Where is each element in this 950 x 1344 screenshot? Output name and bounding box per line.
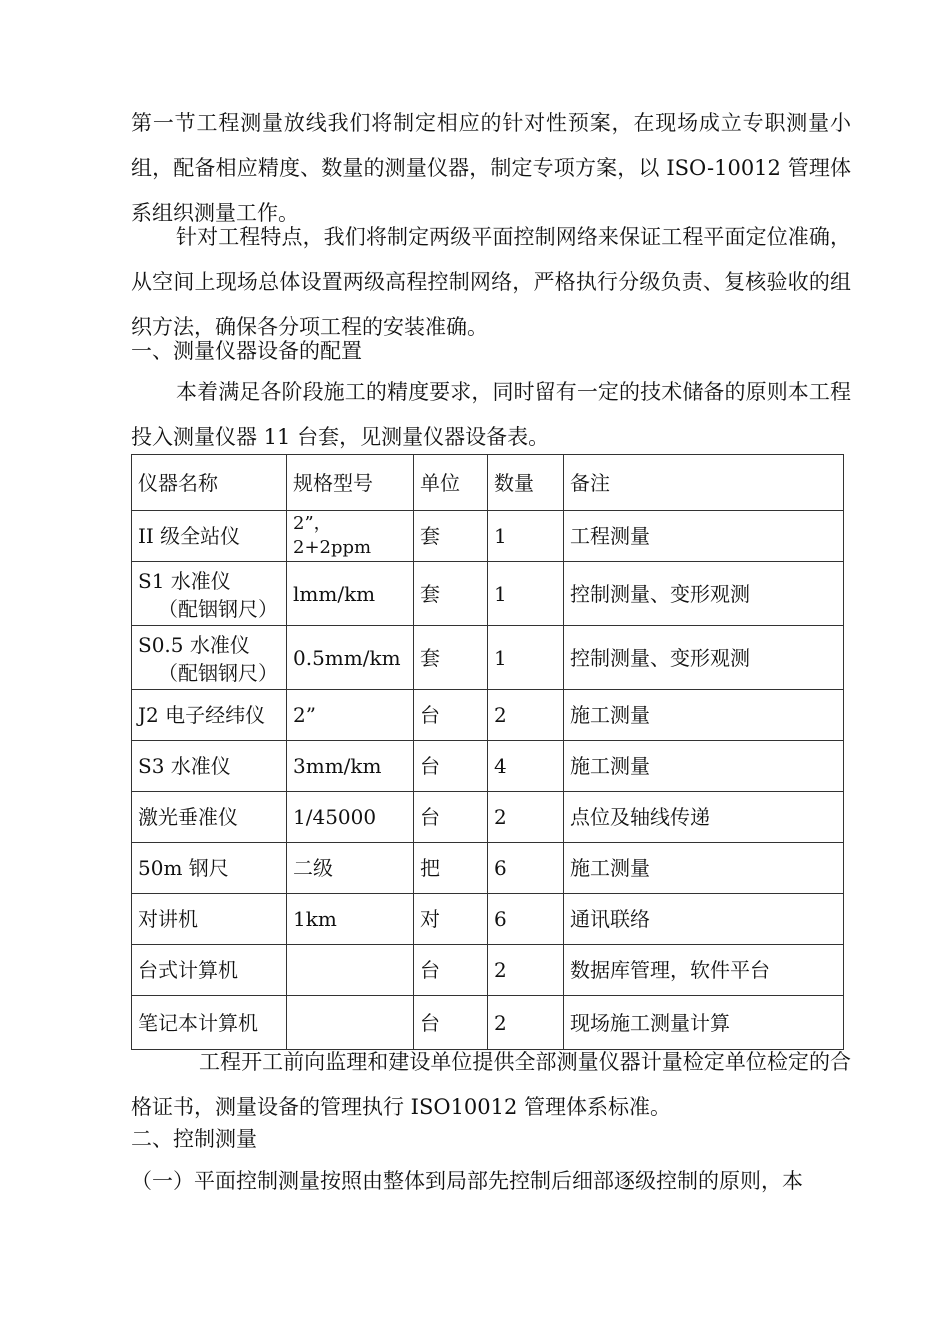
table-cell-qty: 2 [488,792,564,843]
table-row [132,511,844,562]
table-header-cell: 单位 [414,455,488,511]
table-cell-unit: 套 [414,511,488,562]
table-cell-name: II 级全站仪 [132,511,287,562]
table-cell-qty: 2 [488,945,564,996]
section-heading-control: 二、控制测量 [131,1127,257,1151]
table-cell-name: S3 水准仪 [132,741,287,792]
table-cell-note: 通讯联络 [564,894,844,945]
table-cell-spec: 2” [287,690,414,741]
table-cell-name: 50m 钢尺 [132,843,287,894]
instrument-name: S1 水准仪 [138,568,231,593]
table-cell-spec: 二级 [287,843,414,894]
table-cell-spec: 1/45000 [287,792,414,843]
table-header-cell: 规格型号 [287,455,414,511]
table-cell-note: 施工测量 [564,843,844,894]
table-cell-qty: 2 [488,690,564,741]
table-cell-note: 施工测量 [564,741,844,792]
table-cell-note: 点位及轴线传递 [564,792,844,843]
table-cell-qty: 6 [488,843,564,894]
instrument-note: （配铟钢尺） [158,660,278,685]
table-cell-unit: 把 [414,843,488,894]
table-cell-spec: 2”， 2+2ppm [287,511,414,562]
table-cell-note: 数据库管理，软件平台 [564,945,844,996]
intro-paragraph: 第一节工程测量放线我们将制定相应的针对性预案，在现场成立专职测量小组，配备相应精度、数量的测量仪器，制定专项方案，以 ISO-10012 管理体系组织测量工作。 [131,111,851,225]
table-cell-note: 控制测量、变形观测 [564,626,844,690]
table-cell-note: 现场施工测量计算 [564,996,844,1050]
table-cell-unit: 对 [414,894,488,945]
table-header-cell: 数量 [488,455,564,511]
table-header-row [132,455,844,511]
table-cell-name [132,626,287,690]
table-header-cell: 仪器名称 [132,455,287,511]
table-cell-spec [287,945,414,996]
features-paragraph: 针对工程特点，我们将制定两级平面控制网络来保证工程平面定位准确，从空间上现场总体设置两级高程控制网络，严格执行分级负责、复核验收的组织方法，确保各分项工程的安装准确。 [131,225,851,339]
table-cell-note: 施工测量 [564,690,844,741]
table-cell-qty: 4 [488,741,564,792]
table-cell-unit: 台 [414,690,488,741]
table-cell-note: 工程测量 [564,511,844,562]
certificate-paragraph: 工程开工前向监理和建设单位提供全部测量仪器计量检定单位检定的合格证书，测量设备的管理执行 ISO10012 管理体系标准。 [131,1050,851,1119]
instrument-table [131,454,844,1050]
table-row [132,945,844,996]
table-cell-qty: 2 [488,996,564,1050]
table-row [132,741,844,792]
table-cell-name [132,562,287,626]
table-cell-spec: 0.5mm/km [287,626,414,690]
table-cell-qty: 6 [488,894,564,945]
table-header-cell: 备注 [564,455,844,511]
table-row [132,626,844,690]
table-cell-qty: 1 [488,562,564,626]
table-row [132,562,844,626]
table-cell-unit: 台 [414,945,488,996]
table-cell-name: 笔记本计算机 [132,996,287,1050]
control-paragraph: （一）平面控制测量按照由整体到局部先控制后细部逐级控制的原则，本 [131,1169,803,1193]
table-row [132,690,844,741]
table-cell-spec: lmm/km [287,562,414,626]
table-row [132,792,844,843]
table-cell-unit: 台 [414,792,488,843]
table-cell-spec: 1km [287,894,414,945]
table-cell-note: 控制测量、变形观测 [564,562,844,626]
table-row [132,894,844,945]
instrument-name: S0.5 水准仪 [138,632,250,657]
table-cell-name: J2 电子经纬仪 [132,690,287,741]
instrument-note: （配铟钢尺） [158,596,278,621]
table-cell-qty: 1 [488,511,564,562]
section-heading-instruments: 一、测量仪器设备的配置 [131,339,362,363]
table-cell-unit: 台 [414,996,488,1050]
instruments-intro-paragraph: 本着满足各阶段施工的精度要求，同时留有一定的技术储备的原则本工程投入测量仪器 11 台套，见测量仪器设备表。 [131,380,851,449]
table-cell-unit: 台 [414,741,488,792]
table-cell-name: 激光垂准仪 [132,792,287,843]
table-row [132,843,844,894]
table-cell-unit: 套 [414,562,488,626]
table-cell-name: 对讲机 [132,894,287,945]
table-cell-qty: 1 [488,626,564,690]
table-cell-spec: 3mm/km [287,741,414,792]
table-cell-name: 台式计算机 [132,945,287,996]
table-cell-unit: 套 [414,626,488,690]
